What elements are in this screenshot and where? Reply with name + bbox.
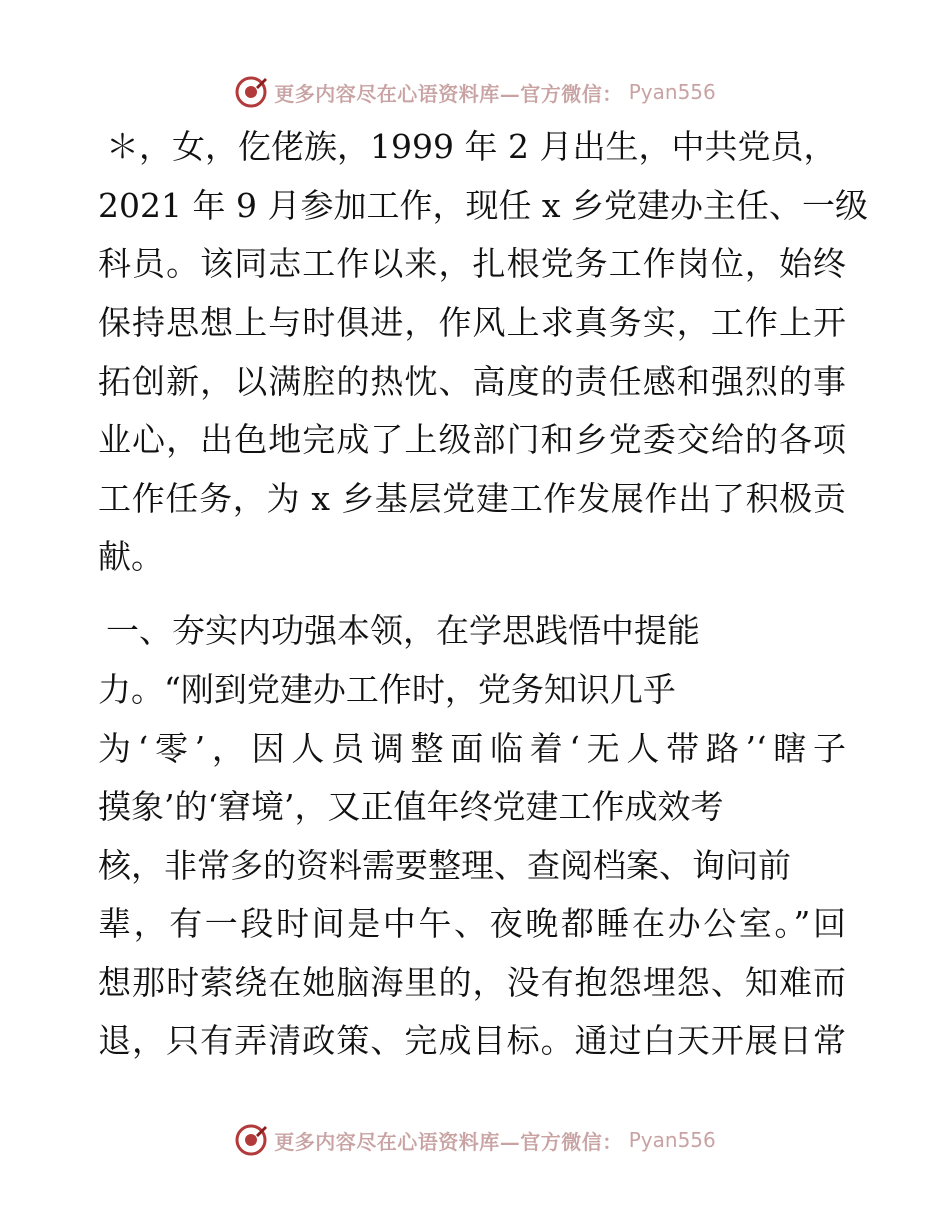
text-line: 核，非常多的资料需要整理、查阅档案、询问前: [98, 846, 791, 885]
header-watermark: [0, 72, 950, 112]
watermark-wechat-id: Pyan556: [628, 80, 716, 104]
text-line: 科员。该同志工作以来，扎根党务工作岗位，始终: [98, 244, 846, 283]
text-line: 保持思想上与时俱进，作风上求真务实，工作上开: [98, 303, 846, 342]
text-line: 辈，有一段时间是中午、夜晚都睡在办公室。”回: [98, 904, 846, 943]
text-line: 拓创新，以满腔的热忱、高度的责任感和强烈的事: [98, 362, 846, 401]
text-line: 力。“刚到党建办工作时，党务知识几乎: [98, 670, 676, 709]
text-line: ＊，女，仡佬族，1999 年 2 月出生，中共党员，: [106, 127, 837, 166]
footer-watermark: [0, 1120, 950, 1160]
text-line: 摸象’的‘窘境’，又正值年终党建工作成效考: [98, 787, 724, 826]
watermark-wechat-id: Pyan556: [628, 1128, 716, 1152]
watermark-text: 更多内容尽在心语资料库—官方微信：: [274, 81, 623, 106]
text-line: 业心，出色地完成了上级部门和乡党委交给的各项: [98, 420, 846, 459]
watermark-text: 更多内容尽在心语资料库—官方微信：: [274, 1129, 623, 1154]
text-line: 献。: [98, 537, 164, 576]
text-line: 2021 年 9 月参加工作，现任 x 乡党建办主任、一级: [98, 186, 869, 225]
pen-nib-logo-icon: [234, 75, 268, 109]
text-line: 退，只有弄清政策、完成目标。通过白天开展日常: [98, 1021, 846, 1060]
pen-nib-logo-icon: [234, 1123, 268, 1157]
text-line: 工作任务，为 x 乡基层党建工作发展作出了积极贡: [98, 479, 846, 518]
text-line: 想那时萦绕在她脑海里的，没有抱怨埋怨、知难而: [98, 963, 846, 1002]
text-line: 为‘零’，因人员调整面临着‘无人带路’‘瞎子: [98, 729, 846, 768]
section-heading-line: 一、夯实内功强本领，在学思践悟中提能: [106, 611, 700, 650]
